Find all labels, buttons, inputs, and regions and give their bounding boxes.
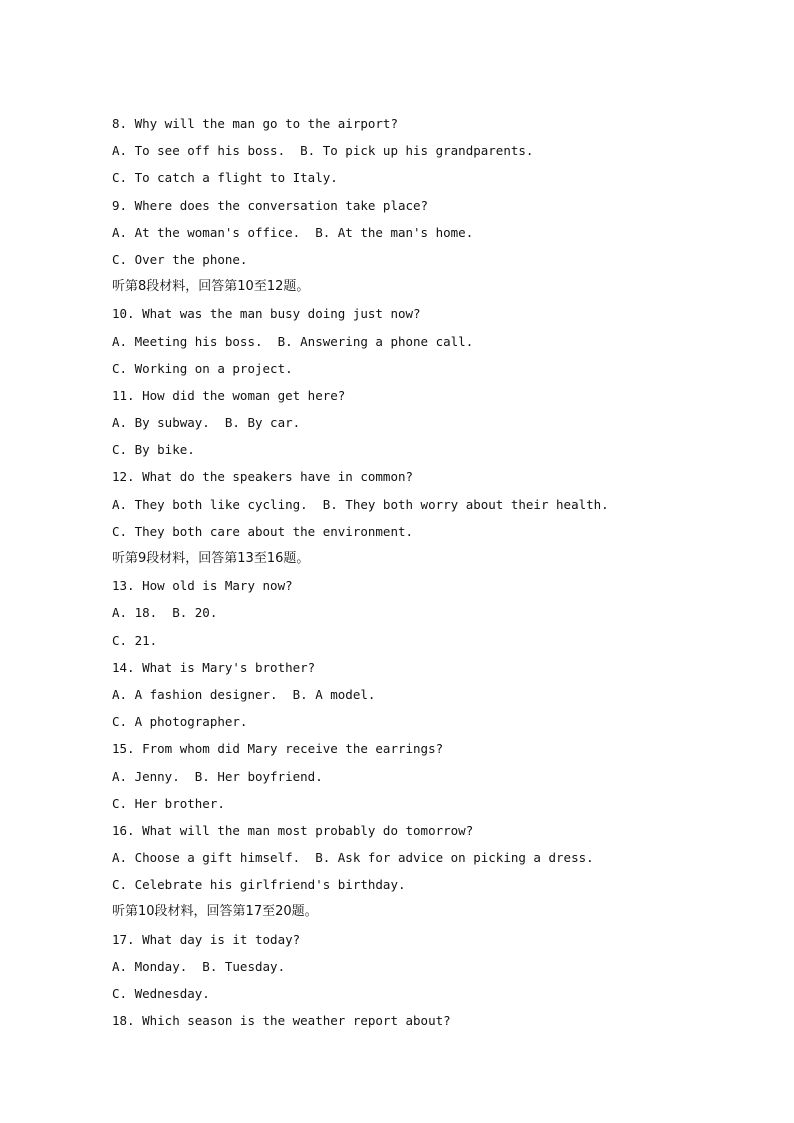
- question-10: 10. What was the man busy doing just now?: [112, 306, 421, 322]
- question-13-option-c: C. 21.: [112, 632, 158, 648]
- question-13: 13. How old is Mary now?: [112, 578, 293, 594]
- question-12: 12. What do the speakers have in common?: [112, 469, 414, 485]
- question-12-option-c: C. They both care about the environment.: [112, 523, 414, 539]
- question-15: 15. From whom did Mary receive the earrings?: [112, 741, 444, 757]
- question-17-options-ab: A. Monday. B. Tuesday.: [112, 958, 286, 974]
- question-8-options-ab: A. To see off his boss. B. To pick up his grandparents.: [112, 143, 534, 159]
- question-14-option-c: C. A photographer.: [112, 714, 248, 730]
- question-16: 16. What will the man most probably do tomorrow?: [112, 822, 474, 838]
- question-13-options-ab: A. 18. B. 20.: [112, 605, 218, 621]
- question-17: 17. What day is it today?: [112, 931, 301, 947]
- question-14: 14. What is Mary's brother?: [112, 659, 316, 675]
- question-9-options-ab: A. At the woman's office. B. At the man's home.: [112, 224, 474, 240]
- question-10-option-c: C. Working on a project.: [112, 360, 293, 376]
- section-heading-9: 听第9段材料，回答第13至16题。: [112, 551, 310, 566]
- question-10-options-ab: A. Meeting his boss. B. Answering a phone call.: [112, 333, 474, 349]
- question-12-options-ab: A. They both like cycling. B. They both worry about their health.: [112, 496, 609, 512]
- question-14-options-ab: A. A fashion designer. B. A model.: [112, 686, 376, 702]
- question-9: 9. Where does the conversation take place?: [112, 197, 429, 213]
- question-11-options-ab: A. By subway. B. By car.: [112, 415, 301, 431]
- question-11: 11. How did the woman get here?: [112, 387, 346, 403]
- question-16-options-ab: A. Choose a gift himself. B. Ask for advice on picking a dress.: [112, 850, 594, 866]
- section-heading-8: 听第8段材料，回答第10至12题。: [112, 279, 310, 295]
- question-list: [112, 114, 752, 1038]
- question-15-options-ab: A. Jenny. B. Her boyfriend.: [112, 768, 323, 784]
- question-8: 8. Why will the man go to the airport?: [112, 116, 398, 131]
- question-15-option-c: C. Her brother.: [112, 795, 225, 811]
- question-16-option-c: C. Celebrate his girlfriend's birthday.: [112, 877, 406, 893]
- section-heading-10: 听第10段材料，回答第17至20题。: [112, 904, 318, 920]
- question-18: 18. Which season is the weather report about?: [112, 1013, 451, 1029]
- question-17-option-c: C. Wednesday.: [112, 986, 210, 1001]
- question-11-option-c: C. By bike.: [112, 442, 195, 458]
- question-9-option-c: C. Over the phone.: [112, 251, 248, 267]
- question-8-option-c: C. To catch a flight to Italy.: [112, 170, 338, 186]
